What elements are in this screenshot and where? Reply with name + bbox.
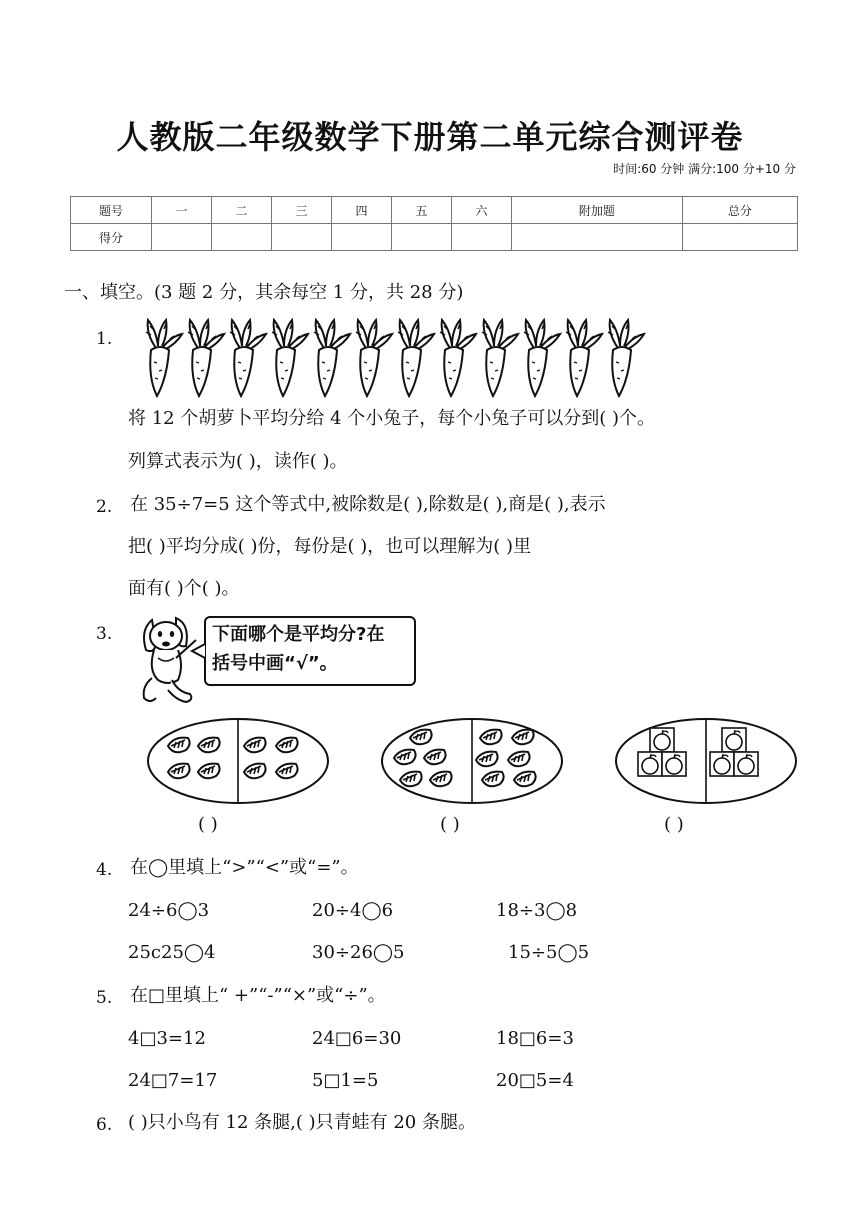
question-number: 3. [96, 624, 113, 644]
oval-option-3 [614, 710, 798, 806]
score-cell[interactable] [392, 224, 452, 251]
score-header-cell: 附加题 [512, 197, 683, 224]
carrot-icon [398, 320, 434, 396]
dog-mascot-illustration [132, 612, 212, 710]
compare-item: 30÷26◯5 [312, 942, 405, 963]
compare-item: 25c25◯4 [128, 942, 216, 963]
score-header-cell: 五 [392, 197, 452, 224]
score-cell[interactable] [332, 224, 392, 251]
score-cell[interactable] [682, 224, 797, 251]
question-number: 6. [96, 1115, 113, 1135]
page-title: 人教版二年级数学下册第二单元综合测评卷 [116, 118, 744, 156]
carrot-icon [356, 320, 392, 396]
score-cell[interactable] [272, 224, 332, 251]
apple-box-icon [710, 752, 734, 776]
carrot-icon [272, 320, 308, 396]
score-header-cell: 三 [272, 197, 332, 224]
carrot-icon [440, 320, 476, 396]
speech-bubble-text: 括号中画“√”。 [212, 653, 338, 674]
question-text: ( )只小鸟有 12 条腿,( )只青蛙有 20 条腿。 [128, 1112, 476, 1133]
apple-box-icon [722, 728, 746, 752]
compare-item: 20÷4◯6 [312, 900, 394, 921]
compare-item: 24÷6◯3 [128, 900, 210, 921]
answer-paren[interactable]: ( ) [440, 814, 460, 835]
score-table [70, 196, 798, 251]
operator-item: 24□6=30 [312, 1028, 402, 1049]
question-number: 2. [96, 497, 113, 517]
apple-box-icon [638, 752, 662, 776]
compare-item: 15÷5◯5 [508, 942, 590, 963]
apple-box-icon [662, 752, 686, 776]
carrot-icon [230, 320, 266, 396]
score-table-header-row [71, 197, 798, 224]
section-heading: 一、填空。(3 题 2 分，其余每空 1 分，共 28 分) [64, 282, 464, 303]
operator-item: 5□1=5 [312, 1070, 379, 1091]
score-header-cell: 六 [452, 197, 512, 224]
score-header-cell: 题号 [71, 197, 152, 224]
operator-item: 18□6=3 [496, 1028, 574, 1049]
question-instruction: 在□里填上“ +”“-”“×”或“÷”。 [130, 985, 386, 1006]
carrot-icon [566, 320, 602, 396]
question-text: 在 35÷7=5 这个等式中,被除数是( ),除数是( ),商是( ),表示 [130, 494, 606, 515]
score-header-cell: 总分 [682, 197, 797, 224]
question-text: 把( )平均分成( )份，每份是( )，也可以理解为( )里 [128, 536, 532, 557]
speech-bubble-text: 下面哪个是平均分?在 [212, 624, 385, 645]
score-cell[interactable] [152, 224, 212, 251]
score-header-cell: 二 [212, 197, 272, 224]
carrot-icon [524, 320, 560, 396]
apple-box-icon [650, 728, 674, 752]
question-text: 将 12 个胡萝卜平均分给 4 个小兔子，每个小兔子可以分到( )个。 [128, 408, 656, 429]
speech-bubble-tail [192, 644, 208, 658]
question-number: 4. [96, 860, 113, 880]
answer-paren[interactable]: ( ) [198, 814, 218, 835]
question-number: 5. [96, 988, 113, 1008]
carrot-icon [482, 320, 518, 396]
apple-box-icon [734, 752, 758, 776]
time-info: 时间:60 分钟 满分:100 分+10 分 [613, 162, 796, 176]
operator-item: 24□7=17 [128, 1070, 218, 1091]
score-cell[interactable] [512, 224, 683, 251]
question-instruction: 在◯里填上“>”“<”或“=”。 [130, 857, 359, 878]
operator-item: 20□5=4 [496, 1070, 574, 1091]
score-cell[interactable] [212, 224, 272, 251]
carrot-icon [314, 320, 350, 396]
question-text: 面有( )个( )。 [128, 578, 240, 599]
carrot-row-illustration [140, 318, 670, 400]
oval-option-2 [380, 716, 564, 806]
carrot-icon [608, 320, 644, 396]
score-row-label: 得分 [71, 224, 152, 251]
score-header-cell: 一 [152, 197, 212, 224]
carrot-icon [188, 320, 224, 396]
oval-option-1 [146, 716, 330, 806]
question-text: 列算式表示为( )，读作( )。 [128, 451, 348, 472]
answer-paren[interactable]: ( ) [664, 814, 684, 835]
score-table-score-row [71, 224, 798, 251]
operator-item: 4□3=12 [128, 1028, 206, 1049]
score-header-cell: 四 [332, 197, 392, 224]
question-number: 1. [96, 329, 113, 349]
score-cell[interactable] [452, 224, 512, 251]
carrot-icon [146, 320, 182, 396]
compare-item: 18÷3◯8 [496, 900, 578, 921]
